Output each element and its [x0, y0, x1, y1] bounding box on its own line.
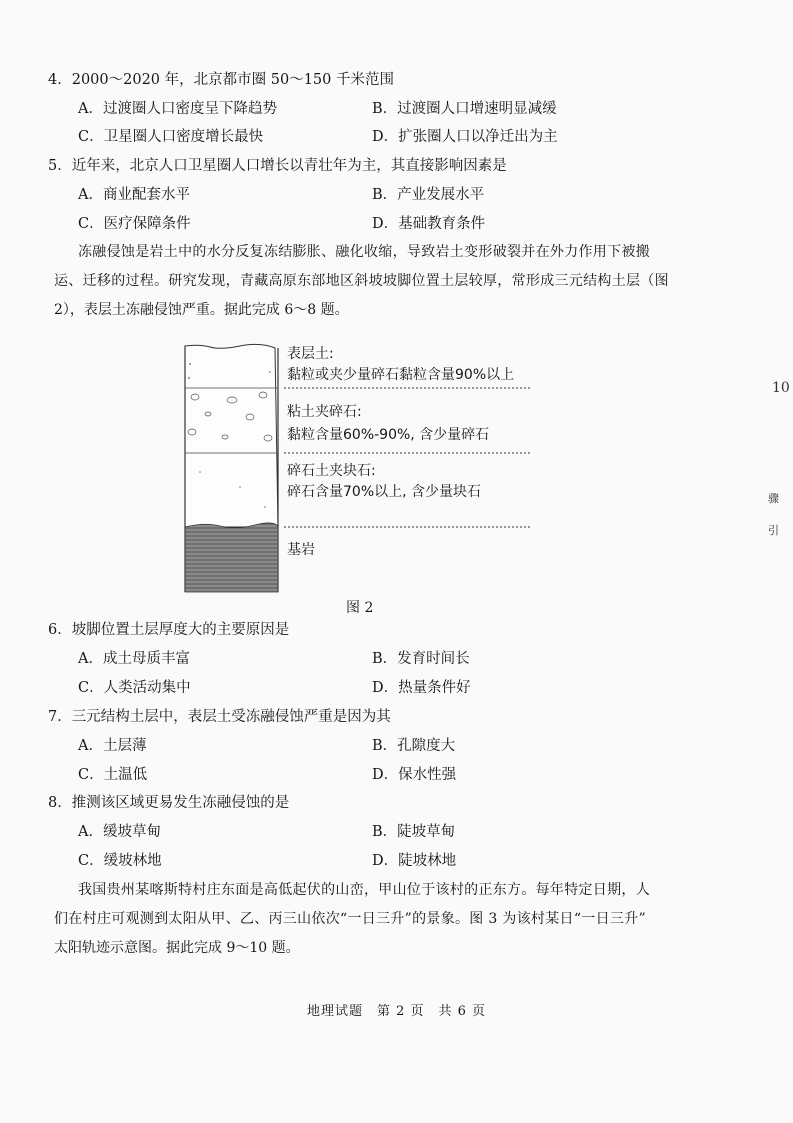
q4-stem: 4．2000～2020 年，北京都市圈 50～150 千米范围: [48, 72, 394, 88]
q5-option-d: D．基础教育条件: [372, 216, 486, 232]
q8-option-b: B．陡坡草甸: [372, 824, 456, 840]
margin-mark-3: 引: [768, 524, 779, 537]
margin-mark-2: 骤: [768, 492, 779, 505]
layer3-desc: 碎石含量70%以上, 含少量块石: [287, 484, 482, 500]
q8-option-d: D．陡坡林地: [372, 853, 457, 869]
q8-option-a: A．缓坡草甸: [78, 824, 161, 840]
q8-stem: 8．推测该区域更易发生冻融侵蚀的是: [48, 795, 290, 811]
layer3-name: 碎石土夹块石:: [287, 463, 376, 479]
passage1-line2: 运、迁移的过程。研究发现，青藏高原东部地区斜坡坡脚位置土层较厚，常形成三元结构土层（图: [54, 273, 669, 289]
layer1-name: 表层土:: [287, 346, 334, 362]
q4-option-d: D．扩张圈人口以净迁出为主: [372, 129, 558, 145]
layer2-name: 粘土夹碎石:: [287, 404, 362, 420]
page-footer: 地理试题 第 2 页 共 6 页: [306, 1004, 487, 1019]
passage1-line1: 冻融侵蚀是岩土中的水分反复冻结膨胀、融化收缩，导致岩土变形破裂并在外力作用下被搬: [78, 244, 650, 260]
passage2-line3: 太阳轨迹示意图。据此完成 9～10 题。: [54, 940, 300, 956]
q7-option-d: D．保水性强: [372, 767, 457, 783]
q5-stem: 5．近年来，北京人口卫星圈人口增长以青壮年为主，其直接影响因素是: [48, 158, 507, 174]
q4-option-a: A．过渡圈人口密度呈下降趋势: [78, 101, 277, 117]
passage2-line1: 我国贵州某喀斯特村庄东面是高低起伏的山峦，甲山位于该村的正东方。每年特定日期，人: [78, 882, 650, 898]
margin-mark-1: 10: [772, 380, 790, 396]
q5-option-a: A．商业配套水平: [78, 187, 190, 203]
q6-option-d: D．热量条件好: [372, 680, 471, 696]
q6-option-a: A．成土母质丰富: [78, 651, 190, 667]
q6-option-b: B．发育时间长: [372, 651, 470, 667]
passage2-line2: 们在村庄可观测到太阳从甲、乙、丙三山依次“一日三升”的景象。图 3 为该村某日“一日三升”: [54, 911, 646, 927]
q5-option-b: B．产业发展水平: [372, 187, 485, 203]
layer4-name: 基岩: [287, 542, 315, 558]
passage1-line3: 2），表层土冻融侵蚀严重。据此完成 6～8 题。: [54, 302, 349, 318]
layer2-desc: 黏粒含量60%-90%, 含少量碎石: [287, 427, 490, 443]
layer1-desc: 黏粒或夹少量碎石黏粒含量90%以上: [287, 367, 515, 383]
q7-stem: 7．三元结构土层中，表层土受冻融侵蚀严重是因为其: [48, 709, 391, 725]
figure-2-caption: 图 2: [346, 600, 374, 616]
q7-option-b: B．孔隙度大: [372, 738, 456, 754]
q4-option-c: C．卫星圈人口密度增长最快: [78, 129, 264, 145]
q4-option-b: B．过渡圈人口增速明显减缓: [372, 101, 557, 117]
figure-2-soil-profile: [180, 342, 540, 597]
q6-stem: 6．坡脚位置土层厚度大的主要原因是: [48, 622, 290, 638]
q6-option-c: C．人类活动集中: [78, 680, 191, 696]
q7-option-a: A．土层薄: [78, 738, 147, 754]
q7-option-c: C．土温低: [78, 767, 148, 783]
q8-option-c: C．缓坡林地: [78, 853, 162, 869]
q5-option-c: C．医疗保障条件: [78, 216, 191, 232]
